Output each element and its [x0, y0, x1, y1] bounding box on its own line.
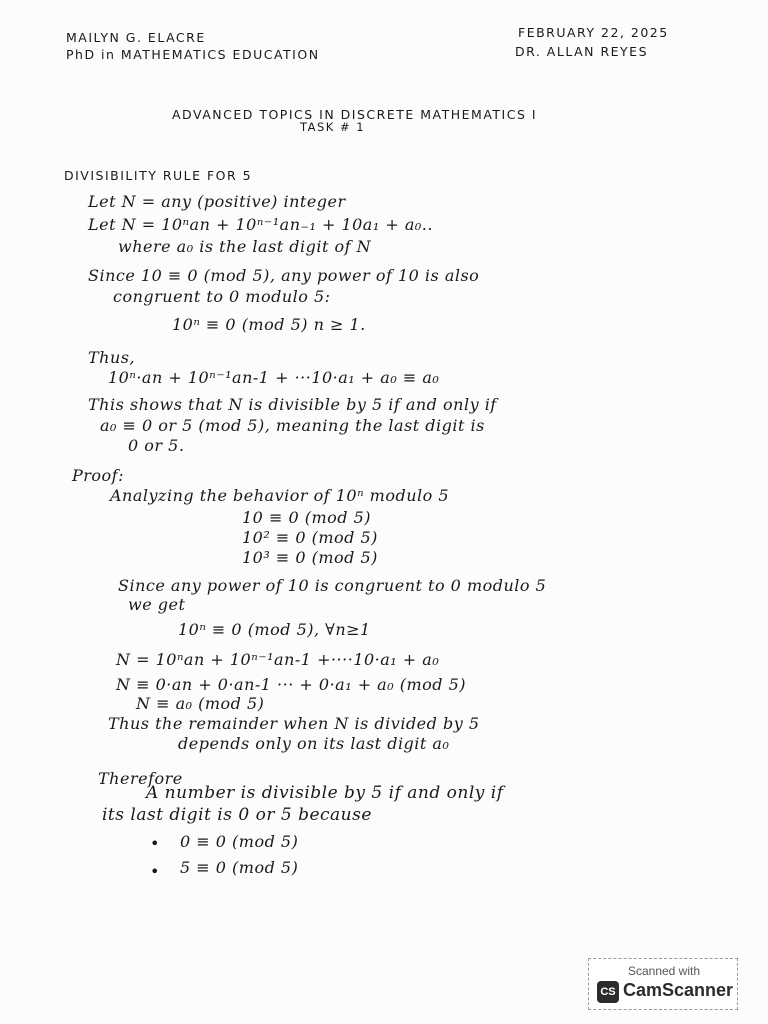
line-n-expansion: N = 10ⁿan + 10ⁿ⁻¹an-1 +····10·a₁ + a₀	[116, 650, 440, 669]
line-thus: Thus,	[88, 348, 136, 367]
line-10-squared-mod: 10² ≡ 0 (mod 5)	[242, 528, 378, 547]
student-name: MAILYN G. ELACRE	[66, 30, 206, 45]
section-heading: DIVISIBILITY RULE FOR 5	[64, 168, 253, 183]
line-5-mod-5: 5 ≡ 0 (mod 5)	[180, 858, 299, 877]
line-thus-remainder: Thus the remainder when N is divided by 5	[108, 714, 480, 733]
line-depends: depends only on its last digit a₀	[178, 734, 450, 753]
proof-label: Proof:	[72, 466, 124, 485]
line-number-divisible: A number is divisible by 5 if and only if	[146, 783, 504, 803]
line-n-congruent-zero-terms: N ≡ 0·an + 0·an-1 ··· + 0·a₁ + a₀ (mod 5)	[116, 675, 467, 694]
camscanner-logo-icon: CS	[597, 981, 619, 1003]
line-10-cubed-mod: 10³ ≡ 0 (mod 5)	[242, 548, 378, 567]
line-for-all-n: 10ⁿ ≡ 0 (mod 5), ∀n≥1	[178, 620, 371, 639]
task-number: TASK # 1	[300, 120, 366, 134]
line-n-congruent-a0: N ≡ a₀ (mod 5)	[136, 694, 265, 713]
line-since-any-power: Since any power of 10 is congruent to 0 modulo 5	[118, 576, 547, 595]
course-title: ADVANCED TOPICS IN DISCRETE MATHEMATICS I	[172, 107, 538, 122]
line-congruent: congruent to 0 modulo 5:	[113, 287, 331, 306]
line-10-mod: 10 ≡ 0 (mod 5)	[242, 508, 371, 527]
line-since-10: Since 10 ≡ 0 (mod 5), any power of 10 is also	[88, 266, 480, 285]
line-let-n-integer: Let N = any (positive) integer	[88, 192, 346, 211]
line-0-mod-5: 0 ≡ 0 (mod 5)	[180, 832, 299, 851]
camscanner-watermark	[588, 958, 738, 1010]
instructor: DR. ALLAN REYES	[515, 44, 649, 59]
line-sum-congruence: 10ⁿ·an + 10ⁿ⁻¹an-1 + ···10·a₁ + a₀ ≡ a₀	[108, 368, 440, 387]
therefore-label: Therefore	[98, 769, 183, 788]
line-0-or-5: 0 or 5.	[128, 436, 185, 455]
line-analyzing: Analyzing the behavior of 10ⁿ modulo 5	[110, 486, 450, 505]
date: FEBRUARY 22, 2025	[518, 25, 669, 40]
bullet-zero: •	[150, 834, 160, 853]
bullet-five: •	[150, 862, 160, 881]
watermark-brand: CamScanner	[623, 980, 734, 1000]
line-a0-mod: a₀ ≡ 0 or 5 (mod 5), meaning the last digit is	[100, 416, 485, 435]
student-program: PhD in MATHEMATICS EDUCATION	[66, 47, 320, 62]
line-power-congruence: 10ⁿ ≡ 0 (mod 5) n ≥ 1.	[172, 315, 366, 334]
watermark-scanned-with: Scanned with	[627, 964, 701, 978]
line-last-digit: its last digit is 0 or 5 because	[102, 805, 372, 825]
line-where-a0: where a₀ is the last digit of N	[118, 237, 372, 256]
line-we-get: we get	[128, 595, 186, 614]
line-let-n-expansion: Let N = 10ⁿan + 10ⁿ⁻¹an₋₁ + 10a₁ + a₀..	[88, 215, 433, 234]
line-this-shows: This shows that N is divisible by 5 if and only if	[88, 395, 497, 414]
